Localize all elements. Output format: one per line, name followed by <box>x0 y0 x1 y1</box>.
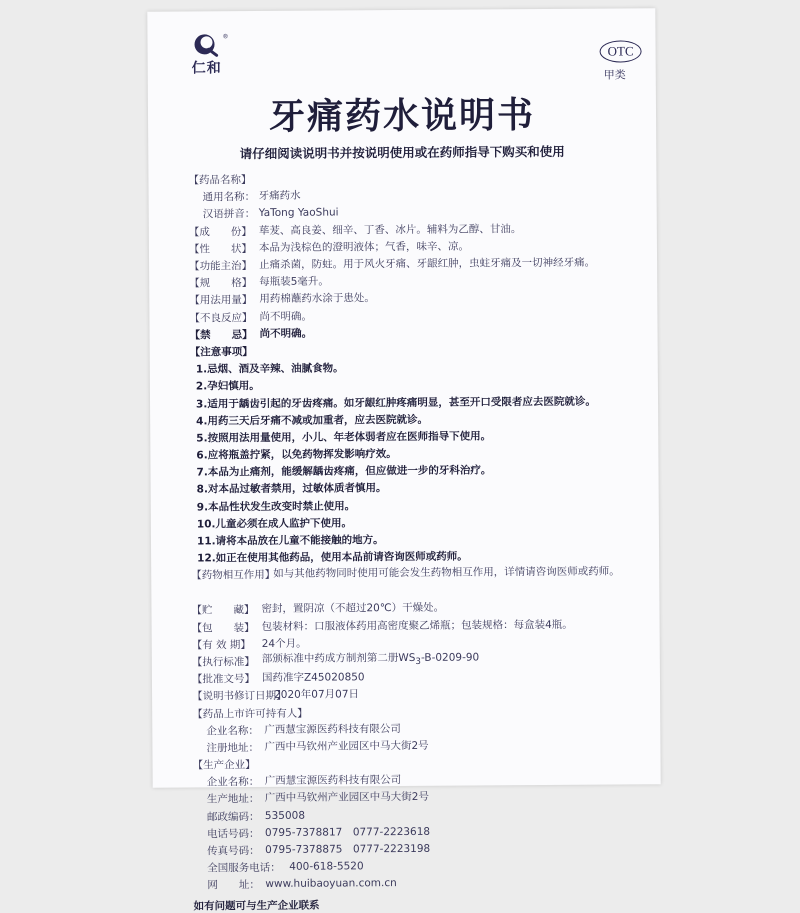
interaction-row <box>191 564 641 602</box>
precaution-item: 2.孕妇慎用。 <box>195 380 260 393</box>
producer-zip-value: 535008 <box>264 809 306 822</box>
standard-label: 【执行标准】 <box>191 656 255 669</box>
producer-phone-value: 0795-7378817 0777-2223618 <box>264 825 431 839</box>
page-subtitle: 请仔细阅读说明书并按说明使用或在药师指导下购买和使用 <box>239 143 565 162</box>
common-name-value: 牙痛药水 <box>258 189 301 203</box>
approval-value: 国药准字Z45020850 <box>261 671 365 685</box>
drug-name-heading: 【药品名称】 <box>188 174 252 187</box>
producer-heading: 【生产企业】 <box>192 759 256 772</box>
storage-label: 【贮 藏】 <box>191 604 255 617</box>
precaution-item: 5.按照用法用量使用，小儿、年老体弱者应在医师指导下使用。 <box>196 430 492 445</box>
holder-address-label: 注册地址： <box>206 741 259 755</box>
producer-service-value: 400-618-5520 <box>289 860 364 874</box>
indications-label: 【功能主治】 <box>189 260 253 273</box>
adverse-label: 【不良反应】 <box>189 311 253 325</box>
producer-address-value: 广西中马钦州产业园区中马大街2号 <box>264 791 430 805</box>
standard-value-subscript: 3 <box>415 656 422 667</box>
holder-name-value: 广西慧宝源医药科技有限公司 <box>264 722 401 736</box>
holder-heading: 【药品上市许可持有人】 <box>192 707 308 721</box>
leaflet-body <box>188 168 643 913</box>
interaction-value: 如与其他药物同时使用可能会发生药物相互作用，详情请咨询医师或药师。 <box>273 565 620 581</box>
holder-name-label: 企业名称： <box>206 724 259 738</box>
brand-name: 仁和 <box>191 60 222 77</box>
producer-name-value: 广西慧宝源医药科技有限公司 <box>264 774 402 788</box>
precaution-item: 4.用药三天后牙痛不减或加重者，应去医院就诊。 <box>196 413 428 428</box>
precaution-item: 11.请将本品放在儿童不能接触的地方。 <box>196 534 384 548</box>
composition-value: 荜茇、高良姜、细辛、丁香、冰片。辅料为乙醇、甘油。 <box>258 222 522 237</box>
precaution-item: 6.应将瓶盖拧紧，以免药物挥发影响疗效。 <box>196 448 397 462</box>
revision-value: 2020年07月07日 <box>274 688 360 702</box>
usage-value: 用药棉蘸药水涂于患处。 <box>259 292 375 306</box>
producer-address-label: 生产地址： <box>206 793 260 806</box>
instruction-leaflet <box>147 8 660 912</box>
standard-value <box>262 650 480 671</box>
validity-value: 24个月。 <box>261 637 307 650</box>
validity-label: 【有 效 期】 <box>191 638 251 652</box>
otc-class-label: 甲类 <box>603 68 626 82</box>
precaution-item: 3.适用于龋齿引起的牙齿疼痛。如牙龈红肿疼痛明显，甚至开口受限者应去医院就诊。 <box>195 395 596 410</box>
producer-website-value: www.huibaoyuan.com.cn <box>265 877 397 891</box>
traits-label: 【性 状】 <box>188 242 252 256</box>
producer-zip-label: 邮政编码： <box>206 810 260 824</box>
precaution-item: 1.忌烟、酒及辛辣、油腻食物。 <box>195 362 344 376</box>
producer-website-label: 网 址： <box>207 879 260 892</box>
package-value: 包装材料：口服液体药用高密度聚乙烯瓶；包装规格：每盒装4瓶。 <box>261 618 573 633</box>
standard-value-prefix: 部颁标准中药成方制剂第二册WS <box>261 651 416 665</box>
producer-name-label: 企业名称： <box>206 776 260 789</box>
contraindication-label: 【禁 忌】 <box>189 328 253 342</box>
revision-label: 【说明书修订日期】 <box>192 690 287 703</box>
package-label: 【包 装】 <box>191 621 255 635</box>
storage-value: 密封，置阴凉（不超过20℃）干燥处。 <box>261 602 445 616</box>
interaction-label: 【药物相互作用】 <box>191 569 276 582</box>
spec-label: 【规 格】 <box>189 277 253 290</box>
approval-label: 【批准文号】 <box>191 673 256 686</box>
producer-website-row <box>193 874 643 894</box>
precaution-item: 8.对本品过敏者禁用，过敏体质者慎用。 <box>196 482 387 496</box>
standard-value-suffix: -B-0209-90 <box>420 651 480 664</box>
producer-service-label: 全国服务电话： <box>207 862 281 875</box>
precautions-heading: 【注意事项】 <box>189 346 253 359</box>
page-title: 牙痛药水说明书 <box>268 95 536 138</box>
common-name-label: 通用名称： <box>202 191 256 204</box>
contraindication-value: 尚不明确。 <box>259 327 313 340</box>
otc-badge: OTC <box>600 40 642 62</box>
producer-fax-label: 传真号码： <box>207 845 260 858</box>
traits-value: 本品为浅棕色的澄明液体；气香，味辛、凉。 <box>258 240 469 254</box>
producer-phone-label: 电话号码： <box>206 827 260 841</box>
producer-fax-value: 0795-7378875 0777-2223198 <box>265 842 431 857</box>
registered-mark: ® <box>222 33 229 41</box>
precaution-item: 12.如正在使用其他药品，使用本品前请咨询医师或药师。 <box>197 550 468 565</box>
adverse-value: 尚不明确。 <box>259 310 312 323</box>
spec-value: 每瓶装5毫升。 <box>259 275 329 289</box>
pinyin-value: YaTong YaoShui <box>258 206 339 220</box>
holder-address-value: 广西中马钦州产业园区中马大街2号 <box>264 739 429 753</box>
composition-label: 【成 份】 <box>188 225 252 239</box>
precaution-item: 9.本品性状发生改变时禁止使用。 <box>196 500 356 514</box>
usage-label: 【用法用量】 <box>189 294 253 307</box>
indications-value: 止痛杀菌，防蛀。用于风火牙痛、牙龈红肿，虫蛀牙痛及一切神经牙痛。 <box>259 256 596 272</box>
pinyin-label: 汉语拼音： <box>202 208 256 221</box>
contact-note: 如有问题可与生产企业联系 <box>193 899 320 912</box>
precaution-item: 7.本品为止痛剂，能缓解龋齿疼痛，但应做进一步的牙科治疗。 <box>196 464 492 479</box>
renhe-logo-icon <box>192 31 218 57</box>
precaution-item: 10.儿童必须在成人监护下使用。 <box>196 517 353 531</box>
